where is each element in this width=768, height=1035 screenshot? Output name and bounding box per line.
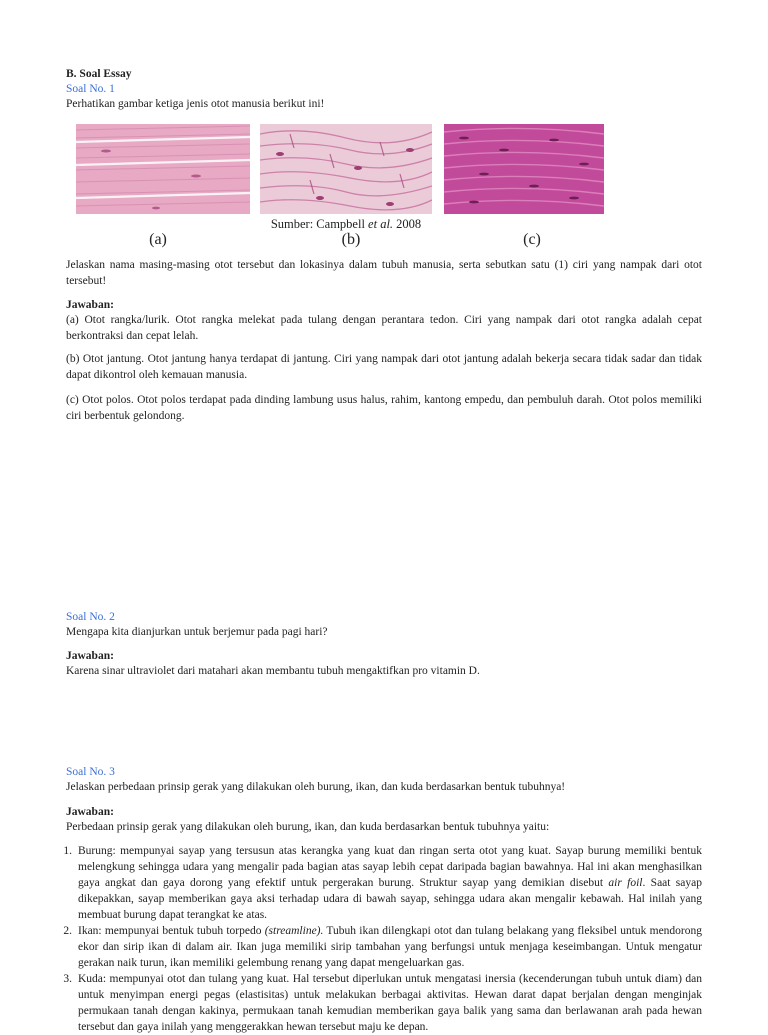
q1-answer-c: (c) Otot polos. Otot polos terdapat pada dinding lambung usus halus, rahim, kantong empedu, dan pembuluh darah. Otot polos memiliki ciri berbentuk gelondong. bbox=[66, 394, 702, 422]
q2-answer: Karena sinar ultraviolet dari matahari akan membantu tubuh mengaktifkan pro vitamin D. bbox=[66, 665, 480, 677]
q2-label: Soal No. 2 bbox=[66, 611, 115, 623]
list-item: 1. Burung: mempunyai sayap yang tersusun atas kerangka yang kuat dan ringan serta otot yang kuat. Sayap burung memiliki bentuk melengkung sehingga udara yang mengalir pada bagian atas sayap lebih cepat daripada bagian bawahnya. Hal ini akan menghasilkan gaya angkat dan gaya dorong yang efektif untuk pergerakan burung. Struktur sayap yang demikian disebut air foil. Saat sayap dikepakkan, sayap memberikan gaya aksi terhadap udara di bawah sayap, sehingga udara akan mengalir kebawah. Hal inilah yang membuat burung dapat terangkat ke atas. bbox=[66, 843, 702, 923]
figure-label-a: (a) bbox=[149, 231, 167, 248]
q2-answer-title: Jawaban: bbox=[66, 650, 114, 662]
q3-label: Soal No. 3 bbox=[66, 766, 115, 778]
skeletal-muscle-image bbox=[76, 124, 250, 214]
figure-label-c: (c) bbox=[523, 231, 541, 248]
q1-intro: Perhatikan gambar ketiga jenis otot manusia berikut ini! bbox=[66, 98, 325, 110]
list-item: 3. Kuda: mempunyai otot dan tulang yang kuat. Hal tersebut diperlukan untuk mengatasi inersia (kecenderungan tubuh untuk diam) dan untuk menyimpan energi pegas (elastisitas) untuk melakukan berbagai aktivitas. Hewan darat dapat berjalan dengan menginjak permukaan tanah dengan kakinya, permukaan tanah kemudian memberikan gaya balik yang sama dan berlawanan arah pada hewan tersebut dan gaya inilah yang menggerakkan hewan tersebut maju ke depan. bbox=[66, 971, 702, 1035]
q3-answer-title: Jawaban: bbox=[66, 806, 114, 818]
list-number: 2. bbox=[63, 925, 72, 937]
q1-label: Soal No. 1 bbox=[66, 83, 115, 95]
q1-answer-b: (b) Otot jantung. Otot jantung hanya terdapat di jantung. Ciri yang nampak dari otot jantung adalah bekerja secara tidak sadar dan tidak dapat dikontrol oleh kemauan manusia. bbox=[66, 353, 702, 381]
q1-question: Jelaskan nama masing-masing otot tersebut dan lokasinya dalam tubuh manusia, serta sebutkan satu (1) ciri yang nampak dari otot tersebut! bbox=[66, 259, 702, 287]
q3-question: Jelaskan perbedaan prinsip gerak yang dilakukan oleh burung, ikan, dan kuda berdasarkan bentuk tubuhnya! bbox=[66, 781, 566, 793]
q3-answer-list bbox=[63, 843, 702, 1035]
q1-answer-a: (a) Otot rangka/lurik. Otot rangka melekat pada tulang dengan perantara tedon. Ciri yang nampak dari otot rangka adalah cepat berkontraksi dan cepat lelah. bbox=[66, 314, 702, 342]
figure-label-b: (b) bbox=[341, 231, 361, 248]
muscle-figures bbox=[76, 124, 606, 254]
q1-answer-title: Jawaban: bbox=[66, 299, 114, 311]
list-item: 2. Ikan: mempunyai bentuk tubuh torpedo (streamline). Tubuh ikan dilengkapi otot dan tulang belakang yang fleksibel untuk mendorong ekor dan sirip ikan di dalam air. Ikan juga memiliki sirip tambahan yang berfungsi untuk menjaga keseimbangan. Untuk mengatur gerakan naik turun, ikan memiliki gelembung renang yang dapat mengeluarkan gas. bbox=[66, 923, 702, 971]
section-title: B. Soal Essay bbox=[66, 68, 132, 80]
q2-question: Mengapa kita dianjurkan untuk berjemur pada pagi hari? bbox=[66, 626, 328, 638]
figure-source: Sumber: Campbell et al. 2008 bbox=[270, 217, 422, 231]
cardiac-muscle-image bbox=[260, 124, 432, 214]
list-number: 1. bbox=[63, 845, 72, 857]
smooth-muscle-image bbox=[444, 124, 604, 214]
list-number: 3. bbox=[63, 973, 72, 985]
q3-answer-intro: Perbedaan prinsip gerak yang dilakukan oleh burung, ikan, dan kuda berdasarkan bentuk tubuhnya yaitu: bbox=[66, 821, 550, 833]
